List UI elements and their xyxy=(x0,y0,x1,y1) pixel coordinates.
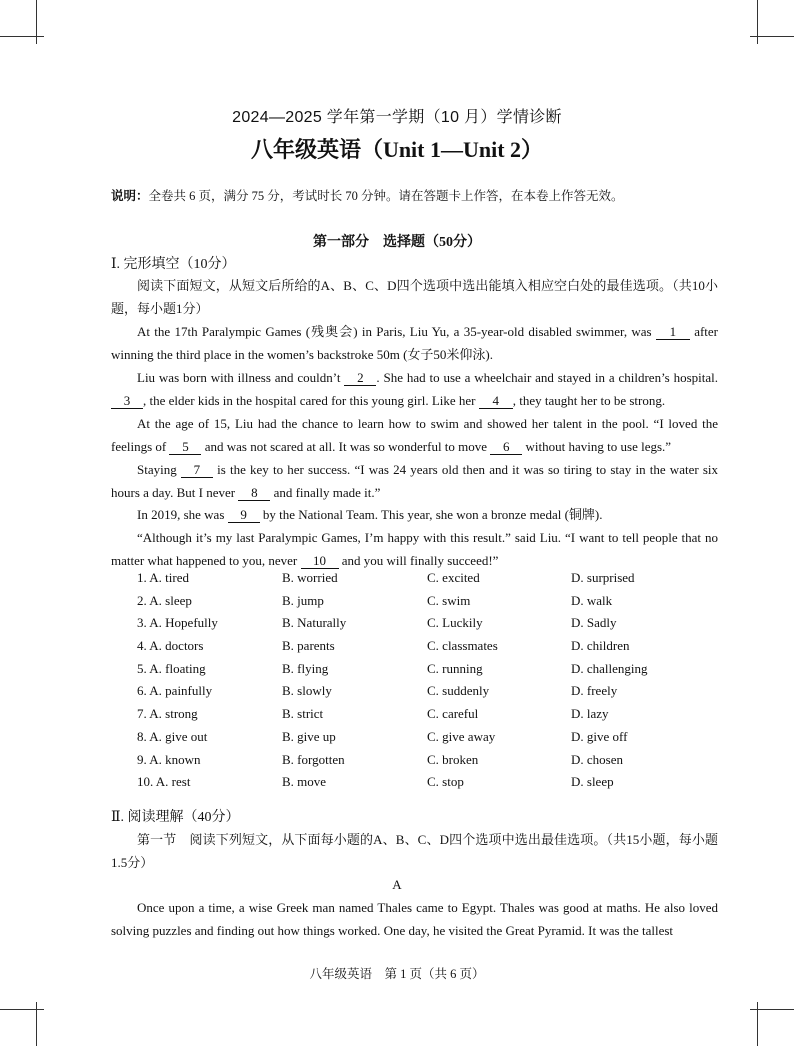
option: D. give off xyxy=(571,728,628,744)
text: “Although it’s my last Paralympic Games, I’m happy with this result.” said Liu. “I want to tell people that no matter what happened to you, never xyxy=(111,530,718,568)
option: C. excited xyxy=(427,570,480,585)
cloze-paragraph-4 xyxy=(111,458,718,504)
blank-8: 8 xyxy=(238,486,270,501)
page-footer: 八年级英语 第 1 页（共 6 页） xyxy=(309,967,485,981)
text: , they taught her to be strong. xyxy=(512,393,666,408)
section-title-reading: Ⅱ. 阅读理解（40分） xyxy=(111,810,240,825)
text: and finally made it.” xyxy=(273,485,381,500)
blank-3: 3 xyxy=(111,394,143,409)
exam-title: 2024—2025 学年第一学期（10 月）学情诊断 xyxy=(232,109,562,126)
cloze-options xyxy=(137,570,737,797)
option: D. challenging xyxy=(571,660,648,676)
option-row xyxy=(137,752,737,775)
option: 4. A. doctors xyxy=(137,638,204,654)
text: by the National Team. This year, she won a bronze medal (铜牌). xyxy=(262,507,603,522)
option-row xyxy=(137,570,737,593)
option: 1. A. tired xyxy=(137,570,189,585)
part-title: 第一部分 选择题（50分） xyxy=(313,235,481,250)
option: B. worried xyxy=(282,570,338,585)
crop-mark xyxy=(750,1009,794,1010)
blank-1: 1 xyxy=(656,325,690,340)
option: D. surprised xyxy=(571,570,635,585)
text: Liu was born with illness and couldn’t xyxy=(137,370,341,385)
cloze-instruction: 阅读下面短文，从短文后所给的A、B、C、D四个选项中选出能填入相应空白处的最佳选项。（共10小题，每小题1分） xyxy=(111,278,718,316)
text: , the elder kids in the hospital cared for this young girl. Like her xyxy=(143,393,476,408)
text: is the key to her success. “I was 24 years old then and it was so tiring to stay in the water six hours a day. But I never xyxy=(111,462,719,500)
option: D. lazy xyxy=(571,706,609,722)
option: 3. A. Hopefully xyxy=(137,615,218,631)
option: 5. A. floating xyxy=(137,660,206,676)
option: D. walk xyxy=(571,592,613,608)
option-row xyxy=(137,661,737,684)
cloze-paragraph-6 xyxy=(111,526,718,572)
option: 6. A. painfully xyxy=(137,683,213,699)
note-label: 说明： xyxy=(111,189,149,203)
exam-note xyxy=(111,186,624,204)
exam-subtitle: 八年级英语（Unit 1—Unit 2） xyxy=(250,137,544,162)
option: C. swim xyxy=(427,592,471,608)
blank-2: 2 xyxy=(344,371,376,386)
option: 2. A. sleep xyxy=(137,592,192,608)
option: D. sleep xyxy=(571,774,614,790)
crop-mark xyxy=(750,36,794,37)
option-row xyxy=(137,593,737,616)
option: D. Sadly xyxy=(571,615,617,631)
option: C. broken xyxy=(427,751,479,767)
section-title-cloze: Ⅰ. 完形填空（10分） xyxy=(111,257,236,272)
option: D. freely xyxy=(571,683,618,699)
option: 10. A. rest xyxy=(137,774,191,790)
option: B. slowly xyxy=(282,683,332,699)
option-row xyxy=(137,683,737,706)
option: B. flying xyxy=(282,660,329,676)
cloze-paragraph-3 xyxy=(111,412,718,458)
cloze-paragraph-2 xyxy=(111,366,718,412)
option: D. chosen xyxy=(571,751,623,767)
text: after winning the third place in the women’s backstroke 50m (女子50米仰泳). xyxy=(111,324,719,362)
cloze-paragraph-1 xyxy=(111,320,718,366)
option: B. parents xyxy=(282,638,335,654)
option: C. suddenly xyxy=(427,683,490,699)
option: B. give up xyxy=(282,728,336,744)
option: B. strict xyxy=(282,706,324,722)
option: 9. A. known xyxy=(137,751,201,767)
text: without having to use legs.” xyxy=(525,439,672,454)
option: C. stop xyxy=(427,774,464,790)
option: C. Luckily xyxy=(427,615,483,631)
option: B. move xyxy=(282,774,327,790)
option: 8. A. give out xyxy=(137,728,208,744)
blank-6: 6 xyxy=(490,440,522,455)
crop-mark xyxy=(0,1009,44,1010)
blank-5: 5 xyxy=(169,440,201,455)
cloze-paragraph-5 xyxy=(111,503,718,526)
option: B. jump xyxy=(282,592,324,608)
passage-a-text: Once upon a time, a wise Greek man named Thales came to Egypt. Thales was good at maths. He also loved solving puzzles and finding out how things worked. One day, he visited the Great Pyramid. It was the tallest xyxy=(111,900,718,938)
text: and was not scared at all. It was so wonderful to move xyxy=(204,439,488,454)
reading-instruction: 第一节 阅读下列短文，从下面每小题的A、B、C、D四个选项中选出最佳选项。（共15小题，每小题1.5分） xyxy=(111,832,718,870)
option-row xyxy=(137,638,737,661)
text: At the 17th Paralympic Games (残奥会) in Paris, Liu Yu, a 35-year-old disabled swimmer, was xyxy=(137,324,652,339)
option: B. forgotten xyxy=(282,751,345,767)
option-row xyxy=(137,706,737,729)
option-row xyxy=(137,729,737,752)
text: and you will finally succeed!” xyxy=(341,553,499,568)
blank-4: 4 xyxy=(479,394,513,409)
option: C. careful xyxy=(427,706,479,722)
text: In 2019, she was xyxy=(137,507,225,522)
option: D. children xyxy=(571,638,630,654)
option: C. give away xyxy=(427,728,496,744)
option: C. running xyxy=(427,660,483,676)
option: C. classmates xyxy=(427,638,498,654)
crop-mark xyxy=(757,0,758,44)
text: Staying xyxy=(137,462,177,477)
crop-mark xyxy=(36,0,37,44)
option: 7. A. strong xyxy=(137,706,198,722)
blank-7: 7 xyxy=(181,463,213,478)
blank-9: 9 xyxy=(228,508,260,523)
text: At the age of 15, Liu had the chance to learn how to swim and showed her talent in the pool. “I loved the feelings of xyxy=(111,416,718,454)
option: B. Naturally xyxy=(282,615,347,631)
passage-label: A xyxy=(392,877,402,892)
text: . She had to use a wheelchair and stayed in a children’s hospital. xyxy=(376,370,719,385)
blank-10: 10 xyxy=(301,554,339,569)
option-row xyxy=(137,615,737,638)
note-text: 全卷共 6 页，满分 75 分，考试时长 70 分钟。请在答题卡上作答，在本卷上作答无效。 xyxy=(148,189,624,203)
option-row xyxy=(137,774,737,797)
crop-mark xyxy=(0,36,44,37)
